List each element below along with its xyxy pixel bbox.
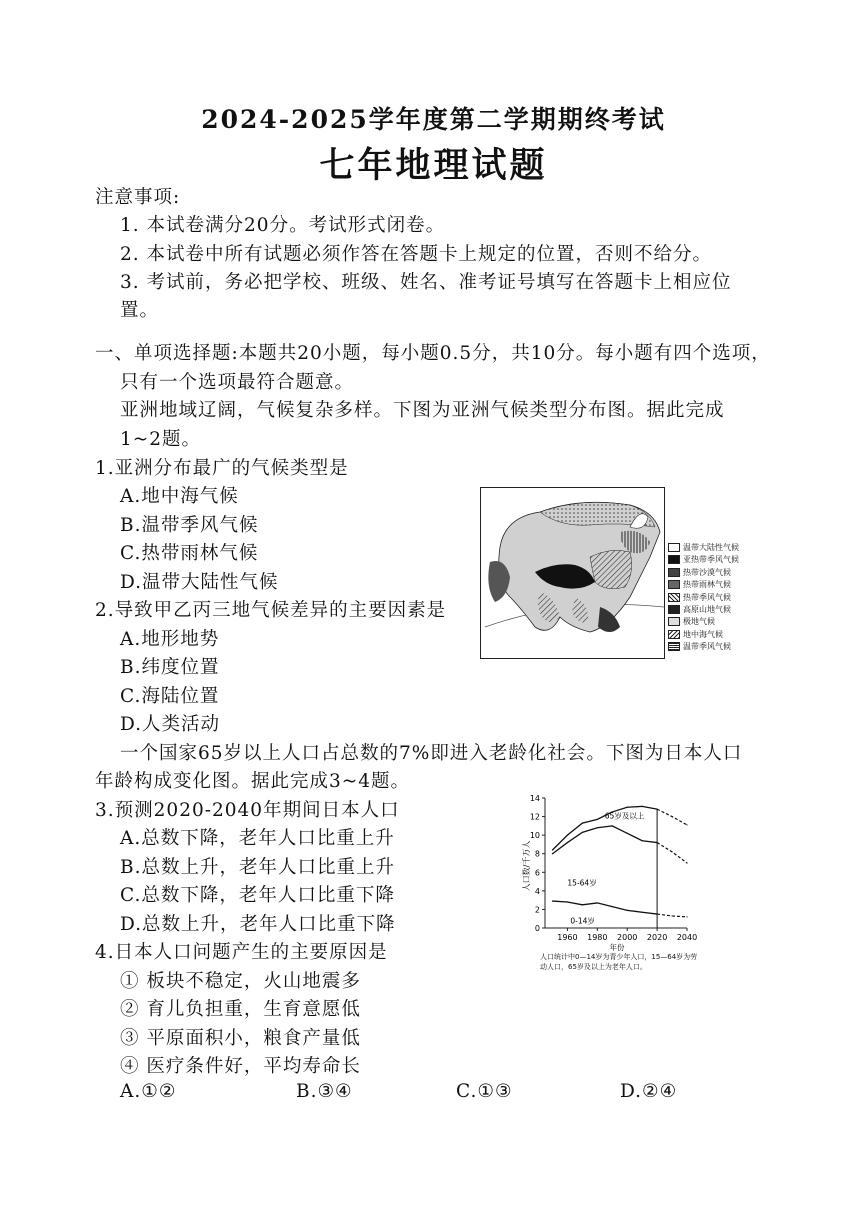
- note-item: 2. 本试卷中所有试题必须作答在答题卡上规定的位置，否则不给分。: [120, 244, 713, 265]
- asia-climate-map: [480, 487, 665, 659]
- data-point: [552, 900, 553, 901]
- x-tick-label: 2040: [676, 933, 698, 942]
- data-point: [686, 916, 687, 917]
- legend-item: 热带沙漠气候: [668, 567, 758, 579]
- data-point: [552, 849, 553, 850]
- question-stem: 4.日本人口问题产生的主要原因是: [95, 942, 388, 963]
- passage-text: 年龄构成变化图。据此完成3~4题。: [95, 771, 411, 792]
- data-point: [597, 827, 598, 828]
- data-point: [642, 840, 643, 841]
- option-d[interactable]: D.人类活动: [120, 714, 221, 735]
- option-c[interactable]: C.热带雨林气候: [120, 543, 259, 564]
- data-point: [567, 842, 568, 843]
- passage-text: 亚洲地域辽阔，气候复杂多样。下图为亚洲气候类型分布图。据此完成: [120, 400, 725, 421]
- y-tick-label: 8: [534, 849, 540, 859]
- y-tick-label: 2: [534, 905, 540, 915]
- y-tick-label: 4: [534, 886, 540, 896]
- japan-population-chart: [505, 788, 705, 973]
- legend-item: 热带雨林气候: [668, 579, 758, 591]
- data-point: [642, 912, 643, 913]
- section-heading: 一、单项选择题:本题共20小题，每小题0.5分，共10分。每小题有四个选项，: [95, 343, 771, 364]
- x-tick-label: 2000: [617, 933, 638, 942]
- statement-item: ① 板块不稳定，火山地震多: [120, 971, 361, 992]
- y-tick-label: 10: [529, 831, 540, 841]
- data-point: [582, 822, 583, 823]
- series-line: [552, 826, 657, 854]
- option-c[interactable]: C.①③: [456, 1081, 513, 1102]
- option-b[interactable]: B.纬度位置: [120, 657, 220, 678]
- x-axis-label: 年份: [609, 943, 625, 952]
- series-projection-line: [657, 843, 687, 863]
- legend-item: 热带季风气候: [668, 592, 758, 604]
- data-point: [597, 819, 598, 820]
- option-c[interactable]: C.总数下降，老年人口比重下降: [120, 885, 395, 906]
- data-point: [686, 862, 687, 863]
- data-point: [612, 906, 613, 907]
- x-tick-label: 2020: [646, 933, 668, 942]
- chart-footnote: 人口统计中0—14岁为青少年人口，15—64岁为劳动人口，65岁及以上为老年人口。: [540, 953, 698, 971]
- option-a[interactable]: A.①②: [120, 1081, 177, 1102]
- question-stem: 1.亚洲分布最广的气候类型是: [95, 458, 349, 479]
- statement-item: ④ 医疗条件好，平均寿命长: [120, 1056, 361, 1077]
- data-point: [627, 807, 628, 808]
- option-a[interactable]: A.地中海气候: [120, 486, 239, 507]
- y-tick-label: 6: [534, 868, 540, 878]
- y-tick-label: 14: [529, 794, 540, 803]
- option-d[interactable]: D.总数上升，老年人口比重下降: [120, 914, 396, 935]
- data-point: [552, 853, 553, 854]
- note-item: 1. 本试卷满分20分。考试形式闭卷。: [120, 215, 446, 236]
- exam-title: 2024-2025学年度第二学期期终考试: [201, 105, 666, 134]
- data-point: [582, 832, 583, 833]
- x-tick-label: 1960: [557, 933, 578, 942]
- data-point: [642, 806, 643, 807]
- series-label: 0-14岁: [570, 916, 595, 926]
- y-tick-label: 12: [529, 812, 540, 822]
- data-point: [612, 825, 613, 826]
- legend-item: 高原山地气候: [668, 604, 758, 616]
- data-point: [671, 816, 672, 817]
- option-b[interactable]: B.③④: [296, 1081, 353, 1102]
- data-point: [582, 904, 583, 905]
- x-tick-label: 1980: [587, 933, 608, 942]
- legend-item: 地中海气候: [668, 629, 758, 641]
- legend-item: 亚热带季风气候: [668, 554, 758, 566]
- statement-item: ② 育儿负担重，生育意愿低: [120, 999, 361, 1020]
- data-point: [671, 915, 672, 916]
- section-heading-cont: 只有一个选项最符合题意。: [120, 372, 355, 393]
- note-item: 置。: [120, 300, 160, 321]
- question-stem: 2.导致甲乙丙三地气候差异的主要因素是: [95, 600, 447, 621]
- legend-item: 极地气候: [668, 616, 758, 628]
- data-point: [567, 835, 568, 836]
- option-b[interactable]: B.总数上升，老年人口比重上升: [120, 857, 395, 878]
- option-a[interactable]: A.地形地势: [120, 629, 220, 650]
- map-legend: [668, 542, 758, 654]
- question-stem: 3.预测2020-2040年期间日本人口: [95, 800, 400, 821]
- series-label: 65岁及以上: [604, 811, 645, 821]
- statement-item: ③ 平原面积小，粮食产量低: [120, 1028, 361, 1049]
- series-line: [552, 901, 657, 914]
- series-label: 15-64岁: [567, 878, 597, 888]
- data-point: [686, 824, 687, 825]
- data-point: [627, 910, 628, 911]
- option-a[interactable]: A.总数下降，老年人口比重上升: [120, 828, 395, 849]
- data-point: [627, 833, 628, 834]
- legend-item: 温带大陆性气候: [668, 542, 758, 554]
- option-b[interactable]: B.温带季风气候: [120, 515, 259, 536]
- notes-heading: 注意事项:: [95, 187, 181, 208]
- data-point: [671, 851, 672, 852]
- option-d[interactable]: D.②④: [620, 1081, 678, 1102]
- passage-text: 一个国家65岁以上人口占总数的7%即进入老龄化社会。下图为日本人口: [120, 743, 743, 764]
- option-c[interactable]: C.海陆位置: [120, 686, 220, 707]
- passage-text: 1~2题。: [120, 429, 202, 450]
- y-axis-label: 人口数/千万人: [522, 840, 531, 892]
- data-point: [597, 902, 598, 903]
- data-point: [567, 901, 568, 902]
- note-item: 3. 考试前，务必把学校、班级、姓名、准考证号填写在答题卡上相应位: [120, 272, 732, 293]
- legend-item: 温带季风气候: [668, 641, 758, 653]
- y-tick-label: 0: [534, 924, 540, 933]
- option-d[interactable]: D.温带大陆性气候: [120, 572, 279, 593]
- exam-subject: 七年地理试题: [319, 145, 548, 186]
